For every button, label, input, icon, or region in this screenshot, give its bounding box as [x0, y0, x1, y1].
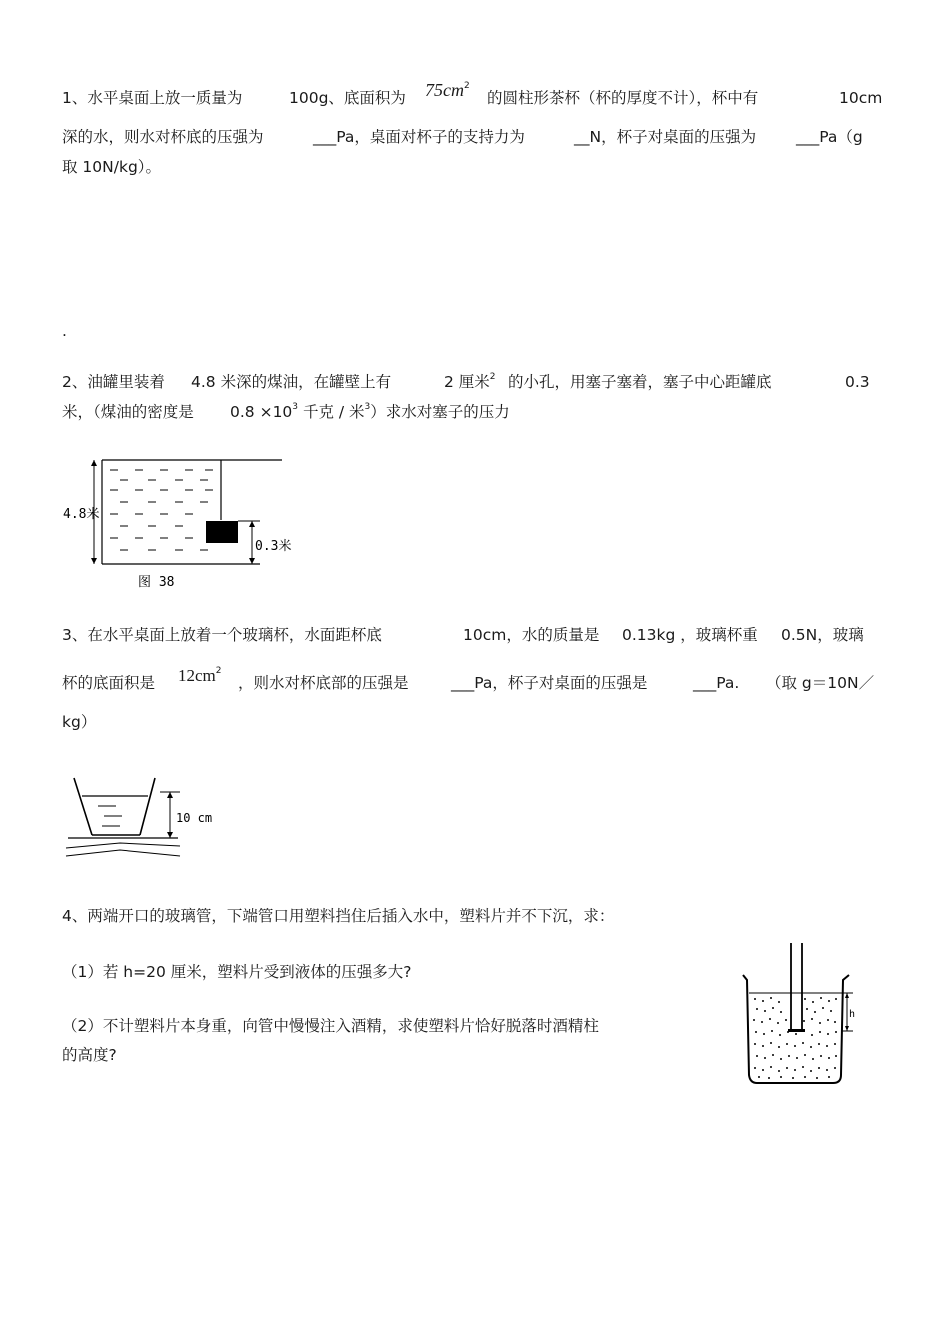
q1-text-2d: ___Pa（g [796, 128, 863, 146]
q2-hole-area-sup: 2 [489, 372, 496, 382]
q2-density [230, 402, 510, 425]
fig38-caption: 图 38 [138, 575, 175, 590]
q3-line-2d: ___Pa. [693, 674, 740, 692]
q1-line-1 [62, 88, 242, 108]
q3-area-image [178, 666, 222, 689]
q4-line-2: （1）若 h=20 厘米，塑料片受到液体的压强多大? [62, 963, 412, 981]
q2-density-value: 0.8 ×10 [230, 403, 293, 421]
q2-line-2a: 米，（煤油的密度是 [62, 403, 194, 421]
stray-dot: . [62, 322, 67, 340]
q3-glass-figure [60, 770, 230, 865]
q3-line-2c: ___Pa，杯子对桌面的压强是 [451, 674, 648, 692]
q3-line-1a: 3、在水平桌面上放着一个玻璃杯，水面距杯底 [62, 626, 382, 644]
q1-depth [839, 88, 882, 108]
q2-line-1e: 0.3 [845, 373, 870, 391]
q3-line-1d: 0.5N，玻璃 [781, 626, 864, 644]
q1-text-1a: 1、水平桌面上放一质量为 [62, 89, 243, 107]
q1-text-1d: 10cm [839, 89, 883, 107]
q1-blank-2 [574, 127, 756, 147]
q1-text-1b: 100g、底面积为 [289, 89, 406, 107]
fig38-hole-label: 0.3米 [255, 539, 292, 554]
q3-line-2a: 杯的底面积是 [62, 674, 156, 692]
q2-density-unit-sup: 3 [364, 402, 371, 412]
q3-area-sup: 2 [215, 666, 222, 676]
glass-height-label: 10 cm [176, 811, 213, 825]
q2-density-unit: 千克 / 米 [302, 403, 365, 421]
q3-line-2e: （取 g＝10N／ [766, 674, 875, 692]
q1-text-2c: __N，杯子对桌面的压强为 [574, 128, 757, 146]
q1-text-1c: 的圆柱形茶杯（杯的厚度不计），杯中有 [487, 89, 759, 107]
q1-line-2 [62, 127, 264, 147]
q2-hole-area [444, 372, 496, 395]
q3-area-value: 12cm [178, 666, 216, 685]
q2-density-sup: 3 [292, 402, 299, 412]
q1-text-3: 取 10N/kg）。 [62, 158, 162, 176]
fig38-height-label: 4.8米 [63, 507, 100, 522]
q1-line-3 [62, 157, 161, 177]
plastic-sheet [788, 1029, 805, 1032]
q2-line-1b: 4.8 米深的煤油，在罐壁上有 [191, 373, 392, 391]
q1-area-value: 75cm [425, 80, 464, 100]
q1-text-1c-wrap [487, 88, 758, 108]
water-dots [753, 997, 837, 1079]
q1-mass [289, 88, 406, 108]
q3-line-2b: ，则水对杯底部的压强是 [238, 674, 409, 692]
q3-line-1c: 0.13kg ，玻璃杯重 [622, 626, 758, 644]
q2-hole-area-value: 2 厘米 [444, 373, 490, 391]
q2-question: ）求水对塞子的压力 [370, 403, 510, 421]
q4-line-4: 的高度? [62, 1046, 117, 1064]
plug-block [206, 521, 238, 543]
q4-line-1: 4、两端开口的玻璃管，下端管口用塑料挡住后插入水中，塑料片并不下沉，求： [62, 907, 615, 925]
q4-beaker-figure [735, 935, 865, 1090]
q1-area-image [425, 80, 470, 104]
q2-tank-figure [60, 450, 300, 595]
q3-line-1b: 10cm，水的质量是 [463, 626, 600, 644]
q3-line-3: kg） [62, 713, 97, 731]
q4-line-3: （2）不计塑料片本身重，向管中慢慢注入酒精，求使塑料片恰好脱落时酒精柱 [62, 1017, 599, 1035]
q1-area-sup: 2 [464, 81, 470, 91]
q1-text-2b: ___Pa，桌面对杯子的支持力为 [313, 128, 525, 146]
q2-line-1a: 2、油罐里装着 [62, 373, 165, 391]
q1-text-2a: 深的水，则水对杯底的压强为 [62, 128, 264, 146]
q1-blank-3 [796, 127, 863, 147]
q1-blank-1 [313, 127, 525, 147]
depth-h-label: h [849, 1009, 856, 1020]
q2-line-1d: 的小孔，用塞子塞着，塞子中心距罐底 [508, 373, 772, 391]
